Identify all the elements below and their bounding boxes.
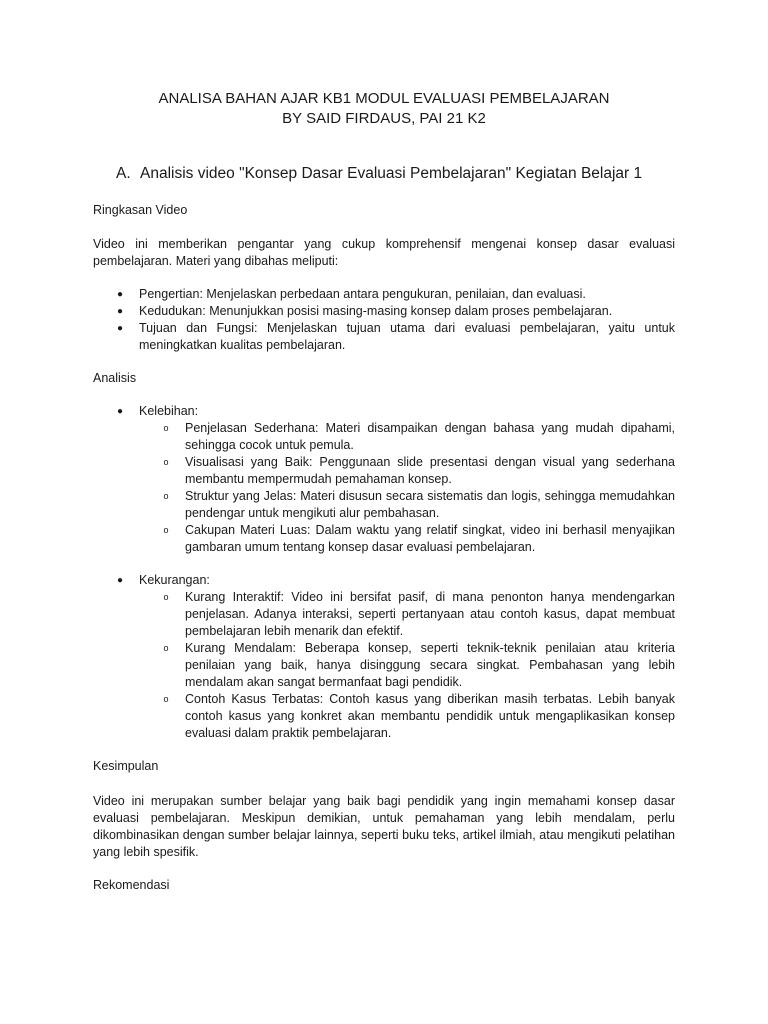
bullet-icon: ● xyxy=(116,323,124,334)
kesimpulan-text: Video ini merupakan sumber belajar yang baik bagi pendidik yang ingin memahami konsep dasar evaluasi pembelajaran. Meskipun demikian, untuk pemahaman yang lebih mendalam, perlu dikombinasikan dengan sumber belajar lainnya, seperti buku teks, artikel ilmiah, atau mengikuti pelatihan yang lebih spesifik. xyxy=(93,794,675,859)
title-line-1: ANALISA BAHAN AJAR KB1 MODUL EVALUASI PEMBELAJARAN xyxy=(158,90,610,107)
ringkasan-intro-text: Video ini memberikan pengantar yang cukup komprehensif mengenai konsep dasar evaluasi pembelajaran. Materi yang dibahas meliputi: xyxy=(93,237,675,268)
bullet-icon: ● xyxy=(116,406,124,417)
list-item xyxy=(139,420,675,454)
list-item xyxy=(139,691,675,742)
list-item xyxy=(93,320,675,354)
analisis-heading: Analisis xyxy=(93,371,137,385)
list-item xyxy=(93,403,675,556)
list-item xyxy=(139,640,675,691)
kekurangan-sublist xyxy=(139,589,675,742)
rekomendasi-heading: Rekomendasi xyxy=(93,878,170,892)
list-item-text: Penjelasan Sederhana: Materi disampaikan dengan bahasa yang mudah dipahami, sehingga cocok untuk pemula. xyxy=(185,421,675,452)
list-item-text: Pengertian: Menjelaskan perbedaan antara pengukuran, penilaian, dan evaluasi. xyxy=(139,287,586,301)
list-item xyxy=(93,303,675,320)
kelebihan-sublist xyxy=(139,420,675,556)
document-title xyxy=(0,89,768,129)
section-letter: A. xyxy=(116,165,131,182)
bullet-icon: ● xyxy=(116,575,124,586)
circle-bullet-icon: o xyxy=(163,491,169,501)
ringkasan-intro xyxy=(93,236,675,270)
list-item xyxy=(139,589,675,640)
section-heading xyxy=(116,164,642,184)
circle-bullet-icon: o xyxy=(163,457,169,467)
list-item xyxy=(93,572,675,742)
materi-list xyxy=(93,286,675,354)
list-item-text: Kedudukan: Menunjukkan posisi masing-masing konsep dalam proses pembelajaran. xyxy=(139,304,613,318)
kelebihan-label: Kelebihan: xyxy=(139,404,199,418)
bullet-icon: ● xyxy=(116,306,124,317)
list-item xyxy=(139,522,675,556)
list-item-text: Contoh Kasus Terbatas: Contoh kasus yang diberikan masih terbatas. Lebih banyak contoh kasus yang konkret akan membantu pendidik untuk mengaplikasikan konsep evaluasi dalam praktik pembelajaran. xyxy=(185,692,675,740)
list-item-text: Cakupan Materi Luas: Dalam waktu yang relatif singkat, video ini berhasil menyajikan gambaran umum tentang konsep dasar evaluasi pembelajaran. xyxy=(185,523,675,554)
title-line-2: BY SAID FIRDAUS, PAI 21 K2 xyxy=(282,110,486,127)
list-item-text: Kurang Interaktif: Video ini bersifat pasif, di mana penonton hanya mendengarkan penjelasan. Adanya interaksi, seperti pertanyaan atau contoh kasus, dapat membuat pembelajaran lebih menarik dan efektif. xyxy=(185,590,675,638)
kekurangan-list xyxy=(93,572,675,742)
circle-bullet-icon: o xyxy=(163,525,169,535)
ringkasan-heading: Ringkasan Video xyxy=(93,203,188,217)
circle-bullet-icon: o xyxy=(163,643,169,653)
circle-bullet-icon: o xyxy=(163,592,169,602)
kekurangan-label: Kekurangan: xyxy=(139,573,210,587)
list-item xyxy=(139,488,675,522)
circle-bullet-icon: o xyxy=(163,423,169,433)
circle-bullet-icon: o xyxy=(163,694,169,704)
kesimpulan-heading: Kesimpulan xyxy=(93,759,159,773)
kesimpulan-paragraph xyxy=(93,793,675,861)
kelebihan-list xyxy=(93,403,675,556)
list-item-text: Kurang Mendalam: Beberapa konsep, seperti teknik-teknik penilaian atau kriteria penilaian yang baik, hanya disinggung secara singkat. Pembahasan yang lebih mendalam akan sangat bermanfaat bagi pendidik. xyxy=(185,641,675,689)
list-item-text: Visualisasi yang Baik: Penggunaan slide presentasi dengan visual yang sederhana membantu mempermudah pemahaman konsep. xyxy=(185,455,675,486)
list-item xyxy=(93,286,675,303)
bullet-icon: ● xyxy=(116,289,124,300)
list-item xyxy=(139,454,675,488)
list-item-text: Tujuan dan Fungsi: Menjelaskan tujuan utama dari evaluasi pembelajaran, yaitu untuk meningkatkan kualitas pembelajaran. xyxy=(139,321,675,352)
section-title: Analisis video "Konsep Dasar Evaluasi Pembelajaran" Kegiatan Belajar 1 xyxy=(140,165,643,182)
list-item-text: Struktur yang Jelas: Materi disusun secara sistematis dan logis, sehingga memudahkan pendengar untuk mengikuti alur pembahasan. xyxy=(185,489,675,520)
